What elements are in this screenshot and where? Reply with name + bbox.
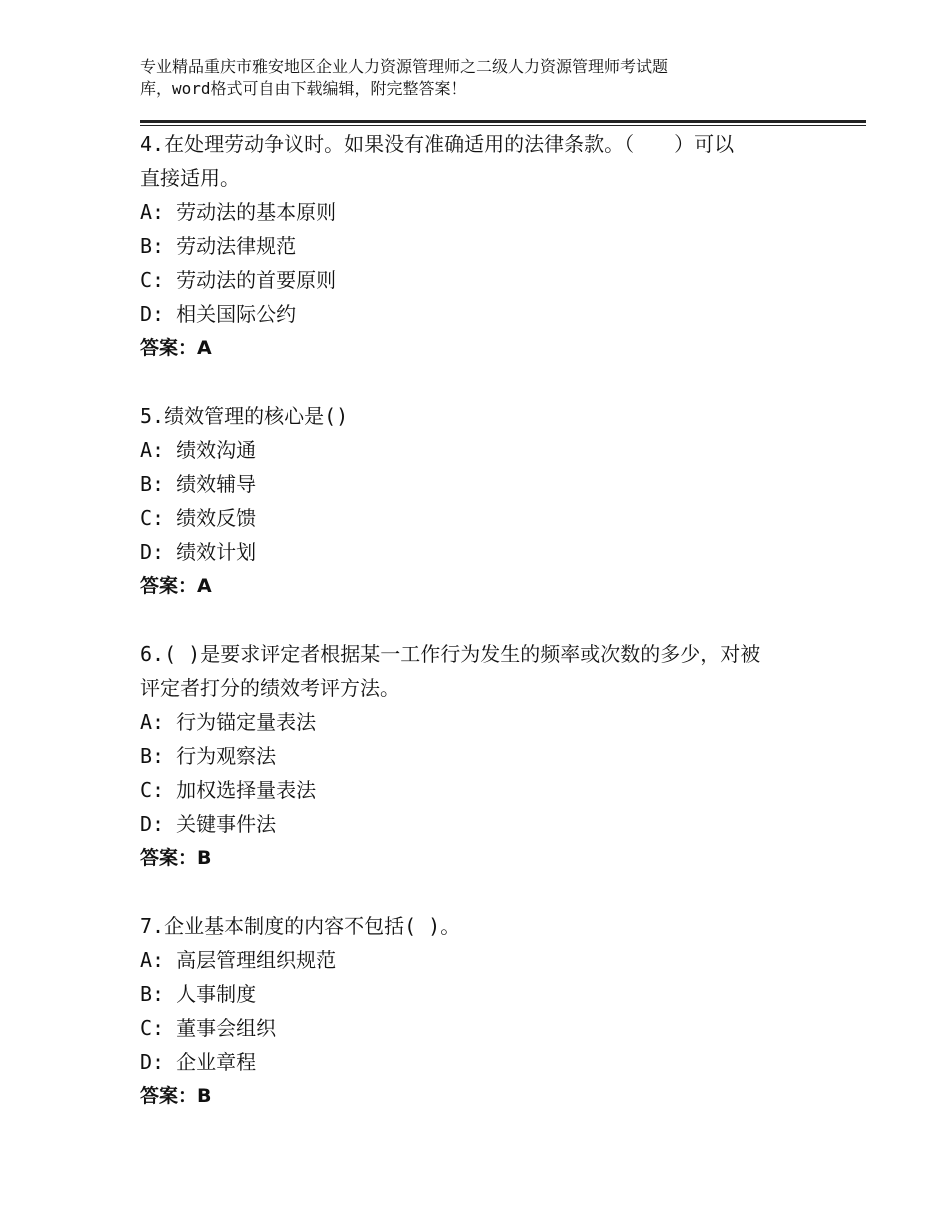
answer: 答案：A — [140, 575, 212, 597]
header-rule-thin — [140, 125, 866, 126]
question-5 — [140, 399, 866, 603]
question-text: 4.在处理劳动争议时。如果没有准确适用的法律条款。（ ）可以 直接适用。 — [140, 132, 735, 190]
answer: 答案：A — [140, 337, 212, 359]
question-7 — [140, 909, 866, 1113]
option-d: D: 绩效计划 — [140, 540, 257, 564]
option-a: A: 绩效沟通 — [140, 438, 257, 462]
question-6 — [140, 637, 866, 875]
page-header — [140, 56, 840, 100]
header-rule-thick — [140, 120, 866, 123]
answer: 答案：B — [140, 1085, 212, 1107]
header-line-2: 库，word格式可自由下载编辑，附完整答案！ — [140, 79, 467, 98]
option-b: B: 绩效辅导 — [140, 472, 257, 496]
option-b: B: 行为观察法 — [140, 744, 277, 768]
header-line-1: 专业精品重庆市雅安地区企业人力资源管理师之二级人力资源管理师考试题 — [140, 57, 669, 76]
option-d: D: 关键事件法 — [140, 812, 277, 836]
question-text: 6.( )是要求评定者根据某一工作行为发生的频率或次数的多少，对被 评定者打分的绩效考评方法。 — [140, 642, 761, 700]
question-list — [140, 127, 866, 1113]
option-a: A: 高层管理组织规范 — [140, 948, 337, 972]
option-c: C: 加权选择量表法 — [140, 778, 317, 802]
question-text: 7.企业基本制度的内容不包括( )。 — [140, 914, 461, 938]
option-b: B: 人事制度 — [140, 982, 257, 1006]
question-text: 5.绩效管理的核心是() — [140, 404, 349, 428]
option-a: A: 劳动法的基本原则 — [140, 200, 337, 224]
option-d: D: 企业章程 — [140, 1050, 257, 1074]
option-c: C: 绩效反馈 — [140, 506, 257, 530]
option-d: D: 相关国际公约 — [140, 302, 297, 326]
option-b: B: 劳动法律规范 — [140, 234, 297, 258]
question-4 — [140, 127, 866, 365]
answer: 答案：B — [140, 847, 212, 869]
option-c: C: 劳动法的首要原则 — [140, 268, 337, 292]
option-c: C: 董事会组织 — [140, 1016, 277, 1040]
option-a: A: 行为锚定量表法 — [140, 710, 317, 734]
